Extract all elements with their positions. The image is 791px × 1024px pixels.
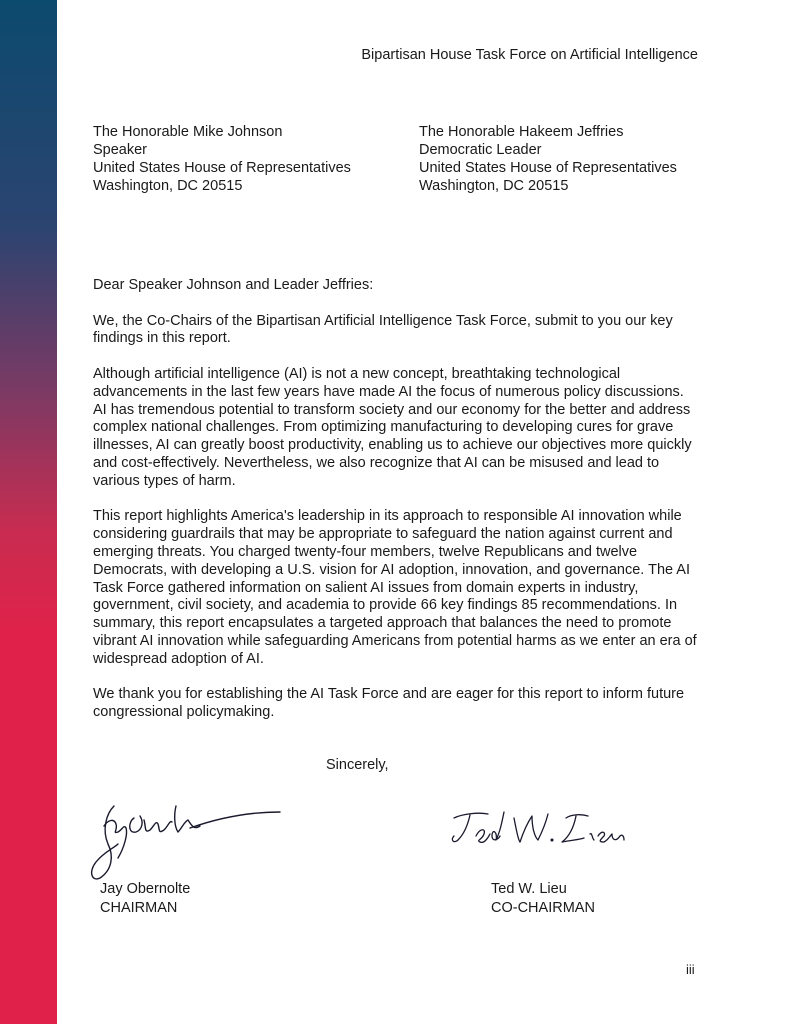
addressee-right (419, 123, 677, 195)
signer-role: CO-CHAIRMAN (491, 900, 595, 916)
closing: Sincerely, (326, 757, 389, 773)
addressee-org: United States House of Representatives (419, 160, 677, 176)
signer-name: Jay Obernolte (100, 881, 191, 897)
page-number: iii (686, 962, 695, 977)
side-color-band (0, 0, 57, 1024)
addressee-city: Washington, DC 20515 (93, 178, 243, 194)
signature-lieu (448, 806, 628, 850)
signer-name: Ted W. Lieu (491, 881, 567, 897)
addressee-name: The Honorable Mike Johnson (93, 124, 283, 140)
addressee-org: United States House of Representatives (93, 160, 351, 176)
paragraph: This report highlights America's leadership in its approach to responsible AI innovation while considering guardrails that may be appropriate to safeguard the nation against current and emerging threats. You charged twenty-four members, twelve Republicans and twelve Democrats, with developing a U.S. vision for AI adoption, innovation, and governance. The AI Task Force gathered information on salient AI issues from domain experts in industry, government, civil society, and academia to provide 66 key findings 85 recommendations. In summary, this report encapsulates a targeted approach that balances the need to promote vibrant AI innovation while safeguarding Americans from potential harms as we enter an era of widespread adoption of AI. (93, 508, 697, 667)
document-header: Bipartisan House Task Force on Artificial Intelligence (361, 47, 698, 63)
addressee-title: Democratic Leader (419, 142, 542, 158)
paragraph: We, the Co-Chairs of the Bipartisan Artificial Intelligence Task Force, submit to you our key findings in this report. (93, 312, 673, 347)
addressee-name: The Honorable Hakeem Jeffries (419, 124, 624, 140)
letter-body (93, 277, 697, 740)
signer-obernolte (100, 880, 190, 918)
signer-lieu (491, 880, 595, 918)
addressee-title: Speaker (93, 142, 148, 158)
addressee-city: Washington, DC 20515 (419, 178, 569, 194)
salutation: Dear Speaker Johnson and Leader Jeffries: (93, 277, 374, 293)
addressee-left (93, 123, 351, 195)
signer-role: CHAIRMAN (100, 900, 178, 916)
paragraph: Although artificial intelligence (AI) is not a new concept, breathtaking technological advancements in the last few years have made AI the focus of numerous policy discussions. AI has tremendous potential to transform society and our economy for the better and address complex national challenges. From optimizing manufacturing to developing cures for grave illnesses, AI can greatly boost productivity, enabling us to achieve our objectives more quickly and cost-effectively. Nevertheless, we also recognize that AI can be misused and lead to various types of harm. (93, 365, 692, 489)
paragraph: We thank you for establishing the AI Task Force and are eager for this report to inform future congressional policymaking. (93, 686, 685, 721)
signature-obernolte (84, 800, 284, 884)
